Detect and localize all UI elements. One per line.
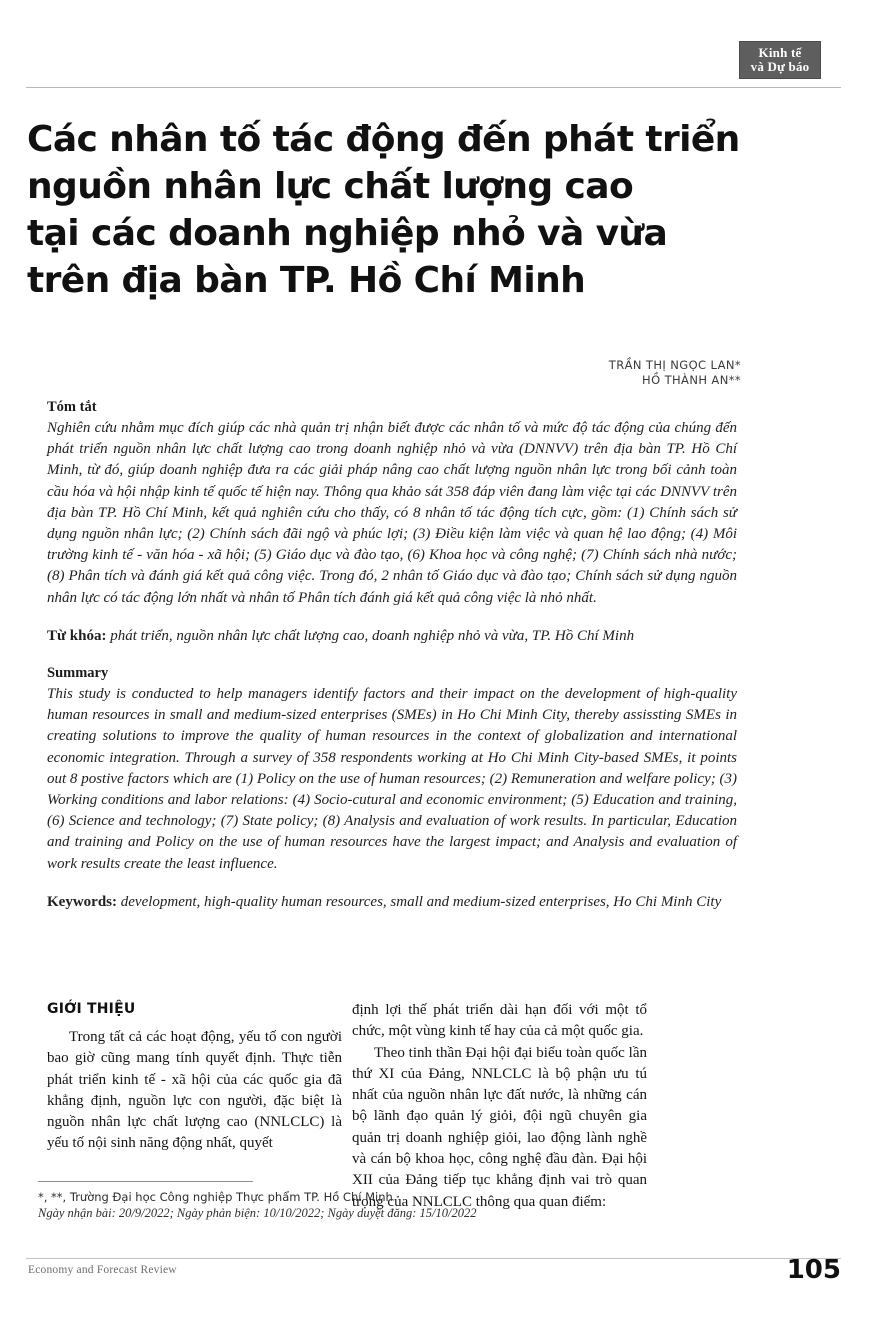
footnote-block (38, 1189, 758, 1222)
journal-logo-line2: và Dự báo (750, 59, 810, 74)
title-line-2: nguồn nhân lực chất lượng cao (27, 166, 634, 207)
spacer-1 (47, 609, 737, 626)
body-paragraph-right-2: Theo tinh thần Đại hội đại biểu toàn quốc lần thứ XI của Đảng, NNLCLC là bộ phận ưu tú nhất của nguồn nhân lực đất nước, là những cán bộ lãnh đạo quản lý giỏi, đội ngũ chuyên gia quản trị doanh nghiệp giỏi, lao động lành nghề và cán bộ khoa học, công nghệ đầu đàn. Đại hội XII của Đảng tiếp tục khẳng định vai trò quan trọng của NNLCLC thông qua quan điểm: (352, 1044, 647, 1210)
author-2: HỒ THÀNH AN** (642, 373, 741, 387)
footnote-divider (38, 1181, 253, 1182)
journal-logo-line1: Kinh tế (758, 45, 802, 60)
title-line-3: tại các doanh nghiệp nhỏ và vừa (27, 213, 668, 254)
abstract-en-text: This study is conducted to help managers identify factors and their impact on the development of high-quality human resources in small and medium-sized enterprises (SMEs) in Ho Chi Minh City, thereby assissting SMEs in creating solutions to improve the quality of human resources in the context of globalization and international economic integration. Through a survey of 358 respondents working at Ho Chi Minh City-based SMEs, it points out 8 postive factors which are (1) Policy on the use of human resources; (2) Remuneration and welfare policy; (3) Working conditions and labor relations: (4) Socio-cutural and economic environment; (5) Education and training, (6) Science and technology; (7) State policy; (8) Analysis and evaluation of work results. In particular, Education and training and Policy on the use of human resources have the largest impact; and Analysis and evaluation of work results create the least influence. (47, 686, 737, 872)
keywords-en (47, 892, 737, 913)
keywords-en-label: Keywords: (47, 893, 117, 910)
spacer-3 (47, 875, 737, 892)
abstract-en-heading: Summary (47, 665, 109, 682)
footer-divider (26, 1258, 841, 1259)
journal-logo (739, 41, 821, 79)
keywords-vi-text: phát triển, nguồn nhân lực chất lượng cao, doanh nghiệp nhỏ và vừa, TP. Hồ Chí Minh (106, 627, 635, 644)
author-1: TRẦN THỊ NGỌC LAN* (608, 358, 741, 372)
title-line-4: trên địa bàn TP. Hồ Chí Minh (27, 260, 586, 301)
abstract-section (47, 398, 737, 913)
title-line-1: Các nhân tố tác động đến phát triển (27, 119, 740, 160)
body-column-left (47, 1000, 342, 1155)
author-list (609, 358, 741, 388)
footnote-affiliation: *, **, Trường Đại học Công nghiệp Thực phẩm TP. Hồ Chí Minh (38, 1190, 393, 1204)
section-heading-introduction: GIỚI THIỆU (47, 1001, 136, 1017)
abstract-vi-heading: Tóm tắt (47, 399, 97, 415)
footer-page-number: 105 (786, 1255, 841, 1285)
page-title (27, 116, 787, 304)
keywords-vi-label: Từ khóa: (47, 627, 107, 644)
spacer-2 (47, 647, 737, 664)
body-column-right (352, 1000, 647, 1213)
footnote-dates: Ngày nhận bài: 20/9/2022; Ngày phản biện: 10/10/2022; Ngày duyệt đăng: 15/10/2022 (38, 1206, 477, 1220)
keywords-vi (47, 626, 737, 647)
footer-journal-name: Economy and Forecast Review (28, 1264, 177, 1276)
abstract-vi-text: Nghiên cứu nhằm mục đích giúp các nhà quản trị nhận biết được các nhân tố và mức độ tác động của chúng đến phát triển nguồn nhân lực chất lượng cao trong doanh nghiệp nhỏ và vừa (DNNVV) trên địa bàn TP. Hồ Chí Minh, từ đó, giúp doanh nghiệp đưa ra các giải pháp nâng cao chất lượng nguồn nhân lực trong bối cảnh toàn cầu hóa và hội nhập kinh tế quốc tế hiện nay. Thông qua khảo sát 358 đáp viên đang làm việc tại các DNNVV trên địa bàn TP. Hồ Chí Minh, kết quả nghiên cứu cho thấy, có 8 nhân tố tác động tích cực, gồm: (1) Chính sách sử dụng nguồn nhân lực; (2) Chính sách đãi ngộ và phúc lợi; (3) Điều kiện làm việc và quan hệ lao động; (4) Môi trường kinh tế - văn hóa - xã hội; (5) Giáo dục và đào tạo, (6) Khoa học và công nghệ; (7) Chính sách nhà nước; (8) Phân tích và đánh giá kết quả công việc. Trong đó, 2 nhân tố Giáo dục và đào tạo; Chính sách sử dụng nguồn nhân lực có tác động lớn nhất và nhân tố Phân tích đánh giá kết quả công việc là nhỏ nhất. (47, 420, 737, 606)
header-divider (26, 87, 841, 88)
body-paragraph-left: Trong tất cả các hoạt động, yếu tố con người bao giờ cũng mang tính quyết định. Thực tiễn phát triển kinh tế - xã hội của các quốc gia đã khẳng định, nguồn lực con người, đặc biệt là nguồn nhân lực chất lượng cao (NNLCLC) là yếu tố nội sinh năng động nhất, quyết (47, 1029, 342, 1152)
keywords-en-text: development, high-quality human resources, small and medium-sized enterprises, Ho Chi Minh City (117, 893, 722, 910)
body-paragraph-right-1: định lợi thế phát triển dài hạn đối với một tổ chức, một vùng kinh tế hay của cả một quốc gia. (352, 1002, 647, 1040)
